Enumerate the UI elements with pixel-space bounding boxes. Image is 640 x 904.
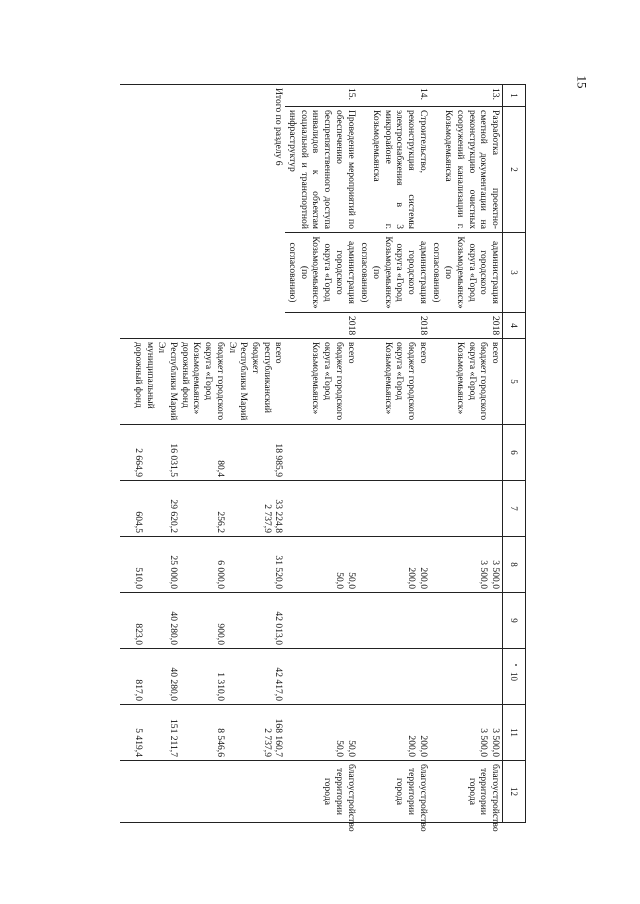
table-row <box>285 85 357 823</box>
value-c11 <box>285 705 357 761</box>
value-c10 <box>358 649 430 705</box>
funding-source-line: всего <box>417 342 429 364</box>
value-line: 25 000,0 <box>168 555 180 589</box>
column-header-7: 7 <box>503 481 526 537</box>
value-line: 604,5 <box>132 511 144 533</box>
funding-source-line: бюджет городского округа «Город Козьмодемьянск» <box>454 342 490 421</box>
funding-source-line: всего <box>273 342 285 364</box>
value-c9 <box>358 593 430 649</box>
funding-source <box>430 339 503 425</box>
value-line: 50,0 <box>333 740 345 757</box>
table-row <box>358 85 430 823</box>
value-line: 3 500,0 <box>490 728 501 757</box>
value-c6 <box>430 425 503 481</box>
measure-name: Строительство, реконструкция системы электроснабжения в 3 микрорайоне г. Козьмодемьянска <box>358 107 430 233</box>
value-line: 2 737,9 <box>261 728 273 757</box>
total-label-text: Итого по разделу 6 <box>273 88 285 166</box>
header-row <box>503 85 526 823</box>
row-number: 13. <box>430 85 503 107</box>
value-line: 900,0 <box>214 623 226 645</box>
total-value-c9 <box>120 593 286 649</box>
table-sheet <box>116 84 526 832</box>
value-c7 <box>285 481 357 537</box>
table-body <box>120 85 503 832</box>
funding-source-line: дорожный фонд Республики Марий Эл <box>156 342 191 421</box>
value-c9 <box>430 593 503 649</box>
value-line: 3 500,0 <box>478 728 490 757</box>
value-c7 <box>430 481 503 537</box>
total-funding-source <box>120 339 286 425</box>
value-line: 18 985,9 <box>273 443 285 477</box>
rotated-page <box>116 84 526 832</box>
funding-source-line: бюджет городского округа «Город Козьмодемьянск» <box>191 342 226 421</box>
value-line: 40 280,0 <box>168 667 180 701</box>
page-number: 15 <box>574 75 590 89</box>
funding-source <box>285 339 357 425</box>
value-line: 151 211,7 <box>168 718 180 757</box>
column-header-4: 4 <box>503 313 526 339</box>
funding-source-line: республиканский бюджет Республики Марий Эл <box>226 342 273 421</box>
value-line: 31 520,0 <box>273 555 285 589</box>
value-c8 <box>430 537 503 593</box>
funding-source <box>358 339 430 425</box>
value-line: 6 000,0 <box>214 560 226 589</box>
total-value-c6 <box>120 425 286 481</box>
value-line: 200,0 <box>406 735 418 757</box>
value-line: 256,2 <box>214 511 226 533</box>
value-line: 29 620,2 <box>168 499 180 533</box>
column-header-1: 1 <box>503 85 526 107</box>
funding-source-line: бюджет городского округа «Город Козьмодемьянск» <box>310 342 345 421</box>
row-number: 15. <box>285 85 357 107</box>
total-value-c8 <box>120 537 286 593</box>
value-line: 200,0 <box>406 567 418 589</box>
value-line: 40 280,0 <box>168 611 180 645</box>
value-line: 50,0 <box>345 740 357 757</box>
value-c8 <box>358 537 430 593</box>
column-header-9: 9 <box>503 593 526 649</box>
total-value-c10 <box>120 649 286 705</box>
value-line: 168 160,7 <box>273 718 285 757</box>
purpose: благоустройство территории города <box>430 761 503 823</box>
value-line: 823,0 <box>132 623 144 645</box>
value-line <box>226 596 273 645</box>
value-line: 2 737,9 <box>261 504 273 533</box>
value-line <box>226 540 273 589</box>
column-header-5: 5 <box>503 339 526 425</box>
program-table <box>120 84 526 832</box>
column-header-6: 6 <box>503 425 526 481</box>
table-row <box>430 85 503 823</box>
value-c11 <box>358 705 430 761</box>
value-c10 <box>430 649 503 705</box>
value-line: 510,0 <box>132 567 144 589</box>
value-line: 2 664,9 <box>132 448 144 477</box>
value-line: 3 500,0 <box>490 560 501 589</box>
column-header-8: 8 <box>503 537 526 593</box>
value-line: 8 546,6 <box>214 728 226 757</box>
funding-source-line: бюджет городского округа «Город Козьмодемьянск» <box>382 342 418 421</box>
value-line: 33 224,8 <box>273 499 285 533</box>
year: 2018 <box>358 313 430 339</box>
value-line: 42 417,0 <box>273 667 285 701</box>
year: 2018 <box>430 313 503 339</box>
total-row <box>120 85 286 823</box>
year: 2018 <box>285 313 357 339</box>
total-value-c11 <box>120 705 286 761</box>
total-purpose <box>120 761 286 823</box>
value-c7 <box>358 481 430 537</box>
executor: администрация городского округа «Город Козьмодемьянск» (по согласованию) <box>285 233 357 313</box>
column-header-10: 10 <box>503 649 526 705</box>
measure-name: Разработка проектно-сметной документации на реконструкцию очистных сооружений канализации г. Козьмодемьянска <box>430 107 503 233</box>
value-line: 3 500,0 <box>478 560 490 589</box>
value-c9 <box>285 593 357 649</box>
value-line: 200,0 <box>417 567 429 589</box>
funding-source-line: всего <box>345 342 357 364</box>
total-label <box>120 85 286 339</box>
column-header-3: 3 <box>503 233 526 313</box>
total-value-c7 <box>120 481 286 537</box>
value-line: 50,0 <box>345 572 357 589</box>
value-line <box>226 652 273 701</box>
value-line: 1 310,0 <box>214 672 226 701</box>
executor: администрация городского округа «Город Козьмодемьянск» (по согласованию) <box>430 233 503 313</box>
column-header-11: 11 <box>503 705 526 761</box>
measure-name: Проведение мероприятий по обеспечению беспрепятственного доступа инвалидов к объектам социальной и транспортной инфраструктур <box>285 107 357 233</box>
value-c6 <box>285 425 357 481</box>
value-line: 5 419,4 <box>132 728 144 757</box>
executor: администрация городского округа «Город Козьмодемьянск» (по согласованию) <box>358 233 430 313</box>
value-line: 817,0 <box>132 679 144 701</box>
value-c10 <box>285 649 357 705</box>
purpose: благоустройство территории города <box>358 761 430 823</box>
value-line <box>226 428 273 477</box>
purpose: благоустройство территории города <box>285 761 357 823</box>
row-number: 14. <box>358 85 430 107</box>
value-line: 80,4 <box>214 460 226 477</box>
scan-speck <box>515 664 517 666</box>
value-line: 50,0 <box>333 572 345 589</box>
value-line: 200,0 <box>417 735 429 757</box>
value-c6 <box>358 425 430 481</box>
funding-source-line: всего <box>490 342 501 364</box>
value-c11 <box>430 705 503 761</box>
value-line: 16 031,5 <box>168 443 180 477</box>
value-c8 <box>285 537 357 593</box>
column-header-12: 12 <box>503 761 526 823</box>
column-header-2: 2 <box>503 107 526 233</box>
funding-source-line: муниципальный дорожный фонд <box>132 342 156 409</box>
value-line: 42 013,0 <box>273 611 285 645</box>
